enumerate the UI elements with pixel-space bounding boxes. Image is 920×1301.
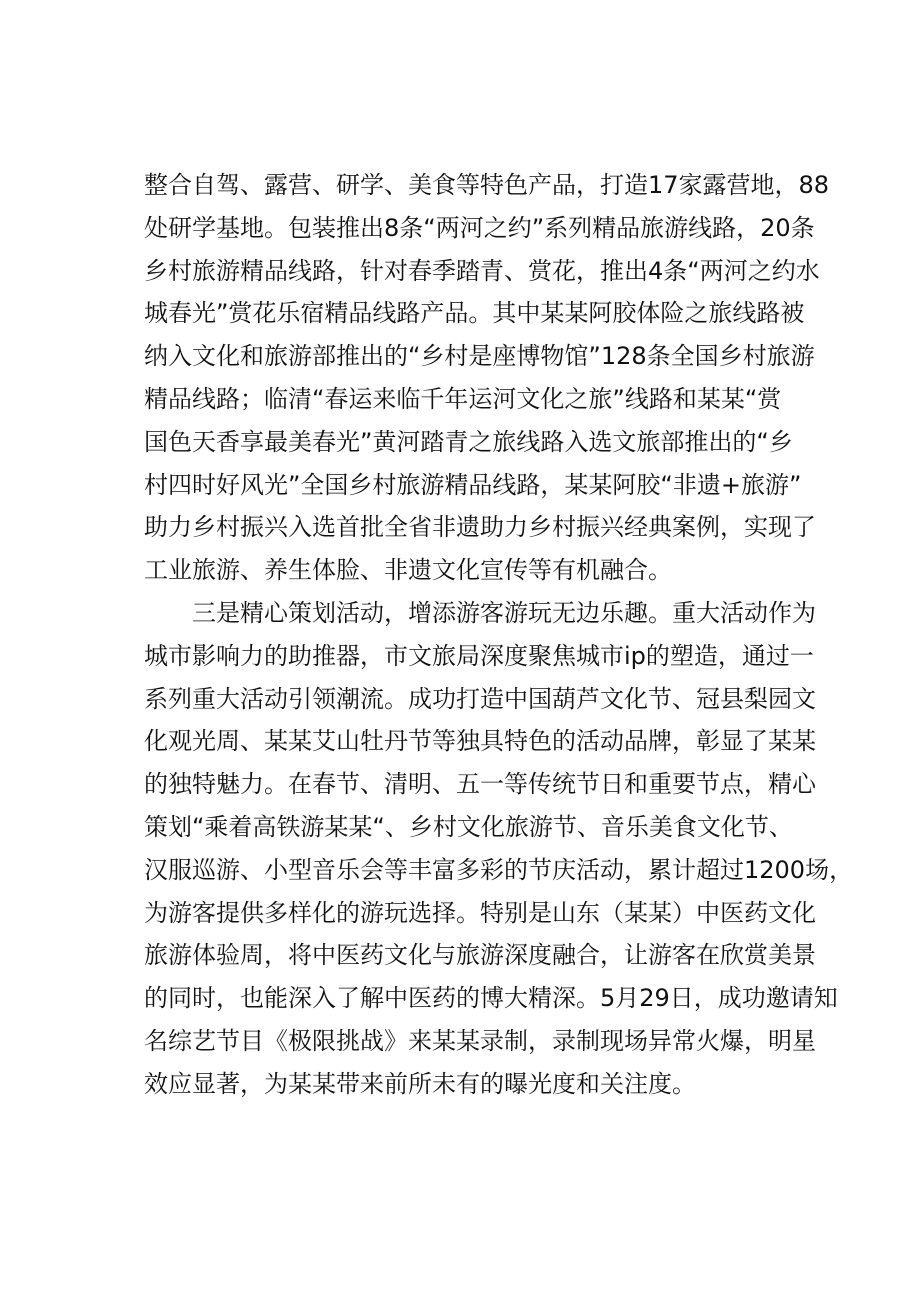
- text-line: 的独特魅力。在春节、清明、五一等传统节日和重要节点，精心: [144, 770, 816, 799]
- text-line: 城市影响力的助推器，市文旅局深度聚焦城市ip的塑造，通过一: [144, 641, 814, 670]
- text-line: 国色天香享最美春光”黄河踏青之旅线路入选文旅部推出的“乡: [144, 427, 793, 456]
- text-line: 助力乡村振兴入选首批全省非遗助力乡村振兴经典案例，实现了: [144, 513, 816, 542]
- paragraph-start-line: 三是精心策划活动，增添游客游玩无边乐趣。重大活动作为: [144, 598, 816, 627]
- text-line: 村四时好风光”全国乡村旅游精品线路，某某阿胶“非遗+旅游”: [144, 470, 802, 499]
- body-text: [144, 164, 854, 1106]
- text-line: 工业旅游、养生体脸、非遗文化宣传等有机融合。: [144, 556, 672, 585]
- text-line: 处研学基地。包装推出8条“两河之约”系列精品旅游线路，20条: [144, 213, 815, 242]
- text-line: 系列重大活动引领潮流。成功打造中国葫芦文化节、冠县梨园文: [144, 684, 816, 713]
- text-line: 精品线路；临清“春运来临千年运河文化之旅”线路和某某“赏: [144, 384, 782, 413]
- text-line: 化观光周、某某艾山牡丹节等独具特色的活动品牌，彰显了某某: [144, 727, 816, 756]
- text-line: 名综艺节目《极限挑战》来某某录制，录制现场异常火爆，明星: [144, 1026, 816, 1055]
- text-line: 策划“乘着高铁游某某“、乡村文化旅游节、音乐美食文化节、: [144, 812, 793, 841]
- text-line: 乡村旅游精品线路，针对春季踏青、赏花，推出4条“两河之约水: [144, 256, 820, 285]
- text-line: 纳入文化和旅游部推出的“乡村是座博物馆”128条全国乡村旅游: [144, 342, 815, 371]
- text-line: 的同时，也能深入了解中医药的博大精深。5月29日，成功邀请知: [144, 984, 838, 1013]
- text-line: 效应显著，为某某带来前所未有的曝光度和关注度。: [144, 1069, 696, 1098]
- text-line: 城春光”赏花乐宿精品线路产品。其中某某阿胶体险之旅线路被: [144, 299, 805, 328]
- text-line: 为游客提供多样化的游玩选择。特别是山东（某某）中医药文化: [144, 898, 816, 927]
- text-line: 旅游体验周，将中医药文化与旅游深度融合，让游客在欣赏美景: [144, 941, 816, 970]
- text-line: 汉服巡游、小型音乐会等丰富多彩的节庆活动，累计超过1200场，: [144, 855, 854, 884]
- text-line: 整合自驾、露营、研学、美食等特色产品，打造17家露营地，88: [144, 171, 830, 199]
